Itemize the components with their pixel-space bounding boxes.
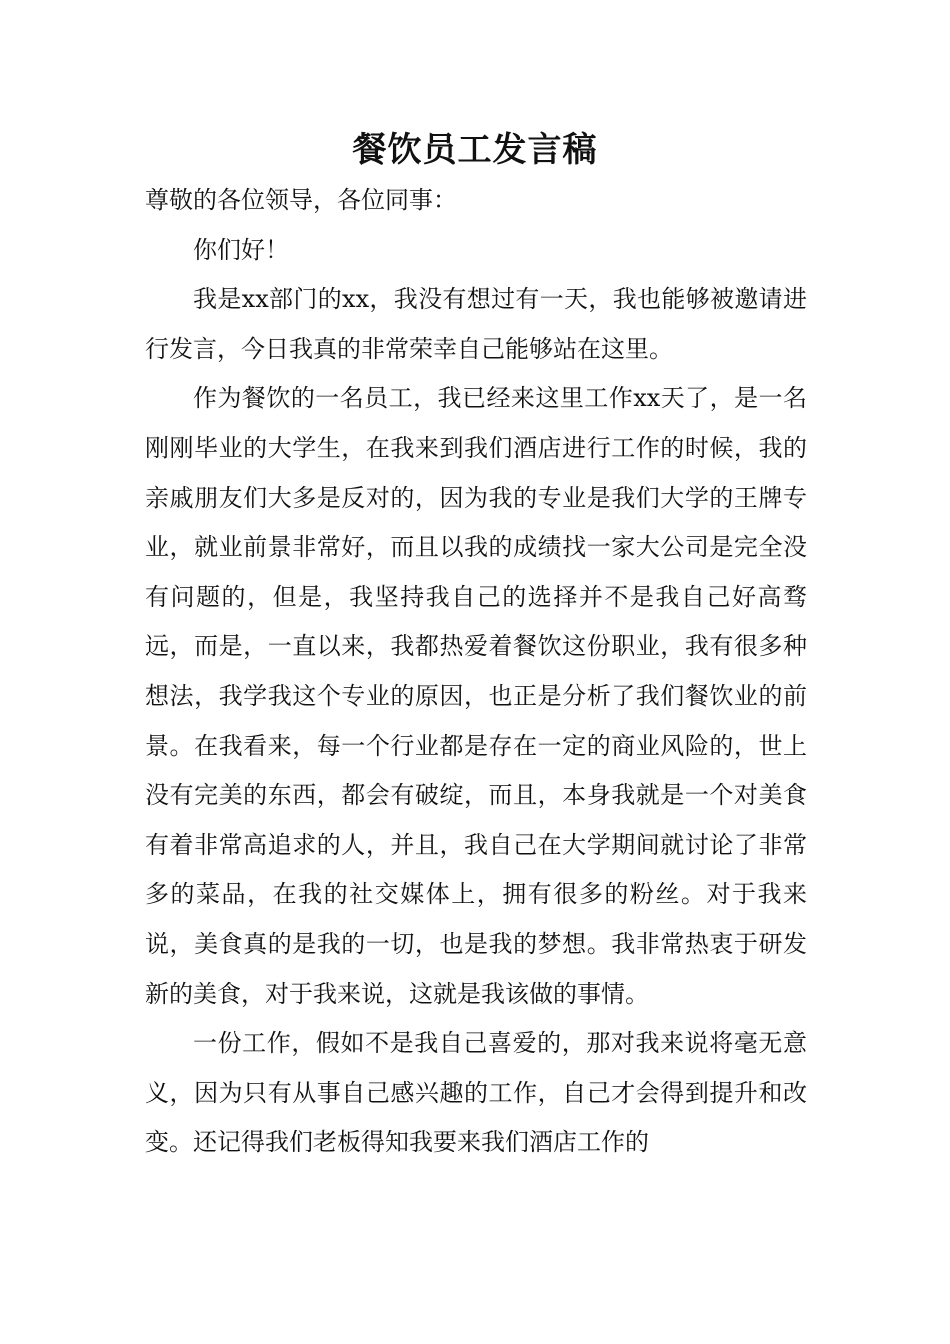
paragraph-work-passion: 一份工作，假如不是我自己喜爱的，那对我来说将毫无意义，因为只有从事自己感兴趣的工作，自己才会得到提升和改变。还记得我们老板得知我要来我们酒店工作的: [145, 1029, 807, 1157]
paragraph-greeting: 你们好！: [193, 235, 289, 264]
document-title: 餐饮员工发言稿: [352, 130, 598, 170]
document-body: [145, 176, 807, 1168]
paragraph-career-choice: 作为餐饮的一名员工，我已经来这里工作xx天了，是一名刚刚毕业的大学生，在我来到我们酒店进行工作的时候，我的亲戚朋友们大多是反对的，因为我的专业是我们大学的王牌专业，就业前景非常好，而且以我的成绩找一家大公司是完全没有问题的，但是，我坚持我自己的选择并不是我自己好高骛远，而是，一直以来，我都热爱着餐饮这份职业，我有很多种想法，我学我这个专业的原因，也正是分析了我们餐饮业的前景。在我看来，每一个行业都是存在一定的商业风险的，世上没有完美的东西，都会有破绽，而且，本身我就是一个对美食有着非常高追求的人，并且，我自己在大学期间就讨论了非常多的菜品，在我的社交媒体上，拥有很多的粉丝。对于我来说，美食真的是我的一切，也是我的梦想。我非常热衷于研发新的美食，对于我来说，这就是我该做的事情。: [145, 384, 807, 1008]
salutation: 尊敬的各位领导，各位同事：: [145, 186, 457, 214]
paragraph-introduction: 我是xx部门的xx，我没有想过有一天，我也能够被邀请进行发言，今日我真的非常荣幸自己能够站在这里。: [145, 285, 807, 363]
